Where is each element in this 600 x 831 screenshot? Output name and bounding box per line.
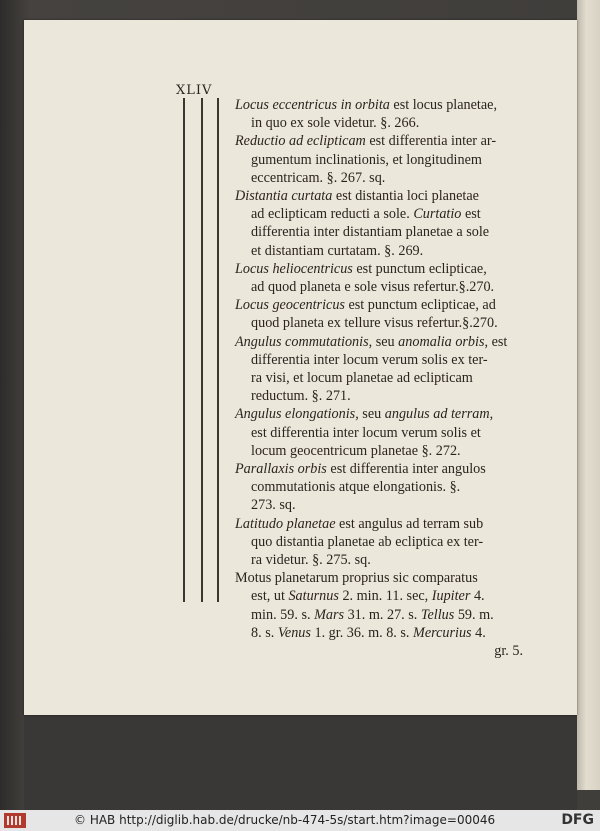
entry-line bbox=[235, 278, 525, 296]
body-text: 59. m. bbox=[454, 606, 494, 623]
body-text: 2. min. 11. sec, bbox=[338, 588, 432, 605]
body-text: eccentricam. §. 267. sq. bbox=[251, 169, 386, 186]
entry-line bbox=[235, 187, 525, 205]
body-text: est angulus ad terram sub bbox=[335, 515, 484, 532]
body-text: 8. s. bbox=[251, 624, 278, 641]
body-text: est punctum eclipticae, bbox=[352, 260, 487, 277]
term-text: Reductio ad eclipticam bbox=[235, 133, 366, 150]
body-text: ad quod planeta e sole visus refertur.§.270. bbox=[251, 279, 495, 296]
term-text: Parallaxis orbis bbox=[235, 461, 327, 478]
glossary-entry bbox=[235, 296, 525, 332]
body-text: differentia inter distantiam planetae a sole bbox=[251, 224, 490, 241]
body-text: est differentia inter locum verum solis et bbox=[251, 424, 481, 441]
entry-line bbox=[235, 314, 525, 332]
term-text: anomalia orbis bbox=[398, 333, 485, 350]
entry-line bbox=[235, 624, 525, 642]
term-text: Angulus elongationis bbox=[235, 406, 356, 423]
scan-shadow bbox=[24, 715, 577, 810]
glossary-entry bbox=[235, 96, 525, 132]
page-number: XLIV bbox=[176, 83, 213, 98]
term-text: Angulus commutationis bbox=[235, 333, 369, 350]
entry-line bbox=[235, 405, 525, 423]
body-text: , bbox=[489, 406, 494, 423]
column-rule-1 bbox=[183, 98, 185, 602]
body-text: commutationis atque elongationis. §. bbox=[251, 479, 461, 496]
body-text: est differentia inter angulos bbox=[326, 461, 486, 478]
glossary-entry bbox=[235, 333, 525, 406]
term-text: Latitudo planetae bbox=[235, 515, 336, 532]
body-text: est differentia inter ar- bbox=[365, 133, 497, 150]
glossary-entry bbox=[235, 260, 525, 296]
body-text: quo distantia planetae ab ecliptica ex ter- bbox=[251, 533, 484, 550]
body-text: 273. sq. bbox=[251, 497, 296, 514]
entry-line bbox=[235, 114, 525, 132]
entry-line bbox=[235, 351, 525, 369]
glossary-entry bbox=[235, 515, 525, 570]
body-text: ra visi, et locum planetae ad eclipticam bbox=[251, 370, 473, 387]
glossary-entry bbox=[235, 460, 525, 515]
copyright-link[interactable]: © HAB http://diglib.hab.de/drucke/nb-474-5s/start.htm?image=00046 bbox=[74, 813, 496, 827]
entry-line bbox=[235, 606, 525, 624]
entry-line bbox=[235, 496, 525, 514]
entry-line bbox=[235, 478, 525, 496]
body-text: est punctum eclipticae, ad bbox=[344, 297, 496, 314]
column-rule-2 bbox=[201, 98, 203, 602]
body-text: differentia inter locum verum solis ex ter- bbox=[251, 351, 488, 368]
term-text: Mercurius bbox=[413, 624, 472, 641]
entry-line bbox=[235, 587, 525, 605]
glossary-entry bbox=[235, 405, 525, 460]
body-text: , seu bbox=[355, 406, 385, 423]
entry-line bbox=[235, 333, 525, 351]
body-text: 4. bbox=[470, 588, 485, 605]
entry-line bbox=[235, 533, 525, 551]
entry-line bbox=[235, 551, 525, 569]
body-text: , seu bbox=[368, 333, 399, 350]
term-text: Tellus bbox=[420, 606, 455, 623]
body-text: est distantia loci planetae bbox=[332, 188, 479, 205]
glossary-entries bbox=[235, 96, 525, 660]
body-text: gumentum inclinationis, et longitudinem bbox=[251, 151, 482, 168]
body-text: , est bbox=[484, 333, 508, 350]
body-text: in quo ex sole videtur. §. 266. bbox=[251, 115, 420, 132]
term-text: Locus geocentricus bbox=[235, 297, 345, 314]
body-text: est bbox=[461, 206, 481, 223]
body-text: ra videtur. §. 275. sq. bbox=[251, 552, 371, 569]
term-text: Mars bbox=[314, 606, 345, 623]
entry-line bbox=[235, 460, 525, 478]
body-text: 1. gr. 36. m. 8. s. bbox=[310, 624, 413, 641]
entry-line bbox=[235, 569, 525, 587]
entry-line bbox=[235, 424, 525, 442]
entry-line bbox=[235, 442, 525, 460]
entry-line bbox=[235, 387, 525, 405]
entry-line bbox=[235, 169, 525, 187]
term-text: Saturnus bbox=[288, 588, 339, 605]
term-text: Iupiter bbox=[431, 588, 471, 605]
body-text: est, ut bbox=[251, 588, 289, 605]
entry-line bbox=[235, 205, 525, 223]
column-rule-3 bbox=[217, 98, 219, 602]
glossary-entry bbox=[235, 569, 525, 642]
term-text: Locus eccentricus in orbita bbox=[235, 97, 390, 113]
entry-line bbox=[235, 296, 525, 314]
term-text: angulus ad terram bbox=[384, 406, 490, 423]
body-text: est locus planetae, bbox=[389, 97, 498, 113]
body-text: quod planeta ex tellure visus refertur.§.270. bbox=[251, 315, 498, 332]
term-text: Venus bbox=[277, 624, 311, 641]
hab-logo-icon bbox=[4, 813, 26, 828]
entry-line bbox=[235, 242, 525, 260]
entry-line bbox=[235, 132, 525, 150]
facing-page-edge bbox=[577, 0, 600, 790]
catchword: gr. 5. bbox=[494, 643, 523, 660]
body-text: et distantiam curtatam. §. 269. bbox=[251, 242, 424, 259]
term-text: Locus heliocentricus bbox=[235, 260, 353, 277]
body-text: Motus planetarum proprius sic comparatus bbox=[235, 570, 478, 587]
body-text: locum geocentricum planetae §. 272. bbox=[251, 442, 461, 459]
entry-line bbox=[235, 151, 525, 169]
term-text: Curtatio bbox=[413, 206, 462, 223]
glossary-entry bbox=[235, 132, 525, 187]
body-text: reductum. §. 271. bbox=[251, 388, 351, 405]
entry-line bbox=[235, 369, 525, 387]
entry-line bbox=[235, 515, 525, 533]
entry-line bbox=[235, 260, 525, 278]
term-text: Distantia curtata bbox=[235, 188, 333, 205]
body-text: 4. bbox=[471, 624, 486, 641]
glossary-entry bbox=[235, 187, 525, 260]
body-text: ad eclipticam reducti a sole. bbox=[251, 206, 414, 223]
body-text: 31. m. 27. s. bbox=[344, 606, 421, 623]
entry-line bbox=[235, 96, 525, 114]
dfg-logo: DFG bbox=[561, 812, 594, 828]
footer-bar bbox=[0, 810, 600, 831]
body-text: min. 59. s. bbox=[251, 606, 315, 623]
entry-line bbox=[235, 223, 525, 241]
